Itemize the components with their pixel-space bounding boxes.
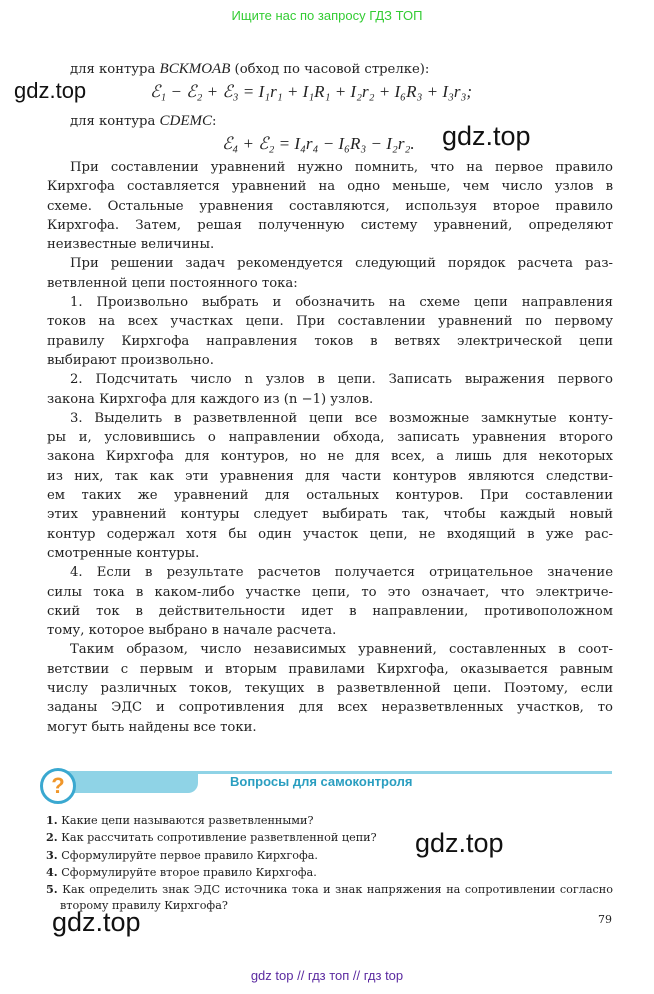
text-line: токов на всех участках цепи. При составлении уравнений по первому — [47, 314, 613, 330]
text-line: При решении задач рекомендуется следующий порядок расчета раз- — [70, 256, 613, 272]
body-text — [47, 158, 613, 737]
question-item — [46, 864, 613, 881]
text-line: ем таких же уравнений для остальных контуров. При составлении — [47, 488, 613, 504]
text-line: Кирхгофа. Затем, решая полученную систему уравнений, определяют — [47, 217, 613, 233]
text-line: Таким образом, число независимых уравнений, составленных в соот- — [70, 642, 613, 658]
text-line: 3. Выделить в разветвленной цепи все возможные замкнутые конту- — [70, 410, 613, 426]
text-line: Кирхгофа составляется уравнений на одно меньше, чем число узлов в — [47, 179, 613, 195]
text-line: 2. Подсчитать число n узлов в цепи. Записать выражения первого — [70, 372, 613, 388]
text-line: ры и, условившись о направлении обхода, записать уравнения второго — [47, 430, 613, 446]
text-line: ский ток в действительности идет в направлении, противоположном — [47, 603, 613, 619]
text-line: силы тока в каком-либо участке цепи, то это означает, что электриче- — [47, 584, 613, 600]
text-line: При составлении уравнений нужно помнить, что на первое правило — [70, 160, 613, 175]
question-text: Как определить знак ЭДС источника тока и знак напряжения на сопротивлении согласно второму правилу Кирхгофа? — [60, 883, 613, 913]
footer-links[interactable]: gdz top // гдз топ // гдз top — [250, 968, 404, 983]
contour-name: BCKMOAB — [159, 61, 231, 77]
text-line: схеме. Остальные уравнения составляются, используя второе правило — [47, 198, 613, 214]
lead-text: для контура — [70, 114, 160, 129]
text-line: тому, которое выбрано в начале расчета. — [47, 623, 337, 639]
text-line: могут быть найдены все токи. — [47, 719, 257, 735]
text-line: закона Кирхгофа для каждого из (n −1) узлов. — [47, 391, 374, 407]
questions-list — [46, 812, 613, 915]
question-text: Сформулируйте первое правило Кирхгофа. — [61, 848, 318, 862]
lead-rest: : — [212, 114, 217, 129]
formula-bckmoab: ℰ₁ − ℰ₂ + ℰ₃ = I₁r₁ + I₁R₁ + I₂r₂ + I₆R₃ + I₃r₃; — [150, 82, 473, 101]
question-number: 1. — [46, 813, 58, 827]
text-line: ветвленной цепи постоянного тока: — [47, 275, 298, 291]
top-banner[interactable]: Ищите нас по запросу ГДЗ ТОП — [231, 8, 423, 23]
watermark: gdz.top — [442, 121, 531, 151]
question-number: 5. — [46, 882, 58, 897]
questions-header — [40, 768, 612, 808]
question-text: Какие цепи называются разветвленными? — [61, 814, 314, 827]
question-text: Как рассчитать сопротивление разветвленной цепи? — [61, 831, 377, 845]
watermark: gdz.top — [415, 828, 504, 858]
page-number: 79 — [598, 913, 612, 926]
questions-title: Вопросы для самоконтроля — [230, 774, 413, 789]
text-line: числу различных токов, текущих в разветвленной цепи. Поэтому, если — [47, 681, 613, 697]
contour-label-2 — [70, 113, 216, 130]
text-line: 4. Если в результате расчетов получается отрицательное значение — [70, 565, 613, 581]
formula-cdemc: ℰ₄ + ℰ₂ = I₄r₄ − I₆R₃ − I₂r₂. — [222, 134, 415, 153]
text-line: заданы ЭДС и сопротивления для всех неразветвленных участков, то — [47, 700, 613, 716]
text-line: выбирают произвольно. — [47, 352, 214, 368]
contour-name: CDEMC — [159, 113, 213, 129]
text-line: 1. Произвольно выбрать и обозначить на схеме цепи направления — [70, 295, 613, 311]
watermark: gdz.top — [52, 907, 141, 937]
contour-label-1 — [70, 61, 429, 78]
question-number: 3. — [46, 847, 58, 862]
text-line: этих уравнений контуры следует выбирать так, чтобы каждый новый — [47, 507, 613, 523]
watermark: gdz.top — [14, 78, 87, 103]
question-icon: ? — [40, 768, 76, 804]
text-line: неизвестные величины. — [47, 237, 215, 253]
question-item — [46, 881, 613, 915]
text-line: закона Кирхгофа для контуров, но не для всех, а лишь для некоторых — [47, 449, 613, 465]
question-number: 4. — [46, 864, 58, 879]
lead-text: для контура — [70, 62, 160, 77]
question-item — [46, 847, 613, 864]
lead-rest: (обход по часовой стрелке): — [230, 62, 430, 77]
text-line: контур содержал хотя бы один участок цепи, не входящий в уже рас- — [47, 526, 613, 542]
question-item — [46, 812, 613, 829]
text-line: правилу Кирхгофа направления токов в ветвях электрической цепи — [47, 333, 613, 349]
text-line: ветствии с первым и вторым правилами Кирхгофа, оказывается равным — [47, 661, 613, 677]
text-line: смотренные контуры. — [47, 545, 200, 561]
text-line: из них, так как эти уравнения для части контуров являются следстви- — [47, 468, 613, 484]
question-number: 2. — [46, 830, 58, 845]
question-item — [46, 829, 613, 846]
question-text: Сформулируйте второе правило Кирхгофа. — [61, 865, 317, 879]
